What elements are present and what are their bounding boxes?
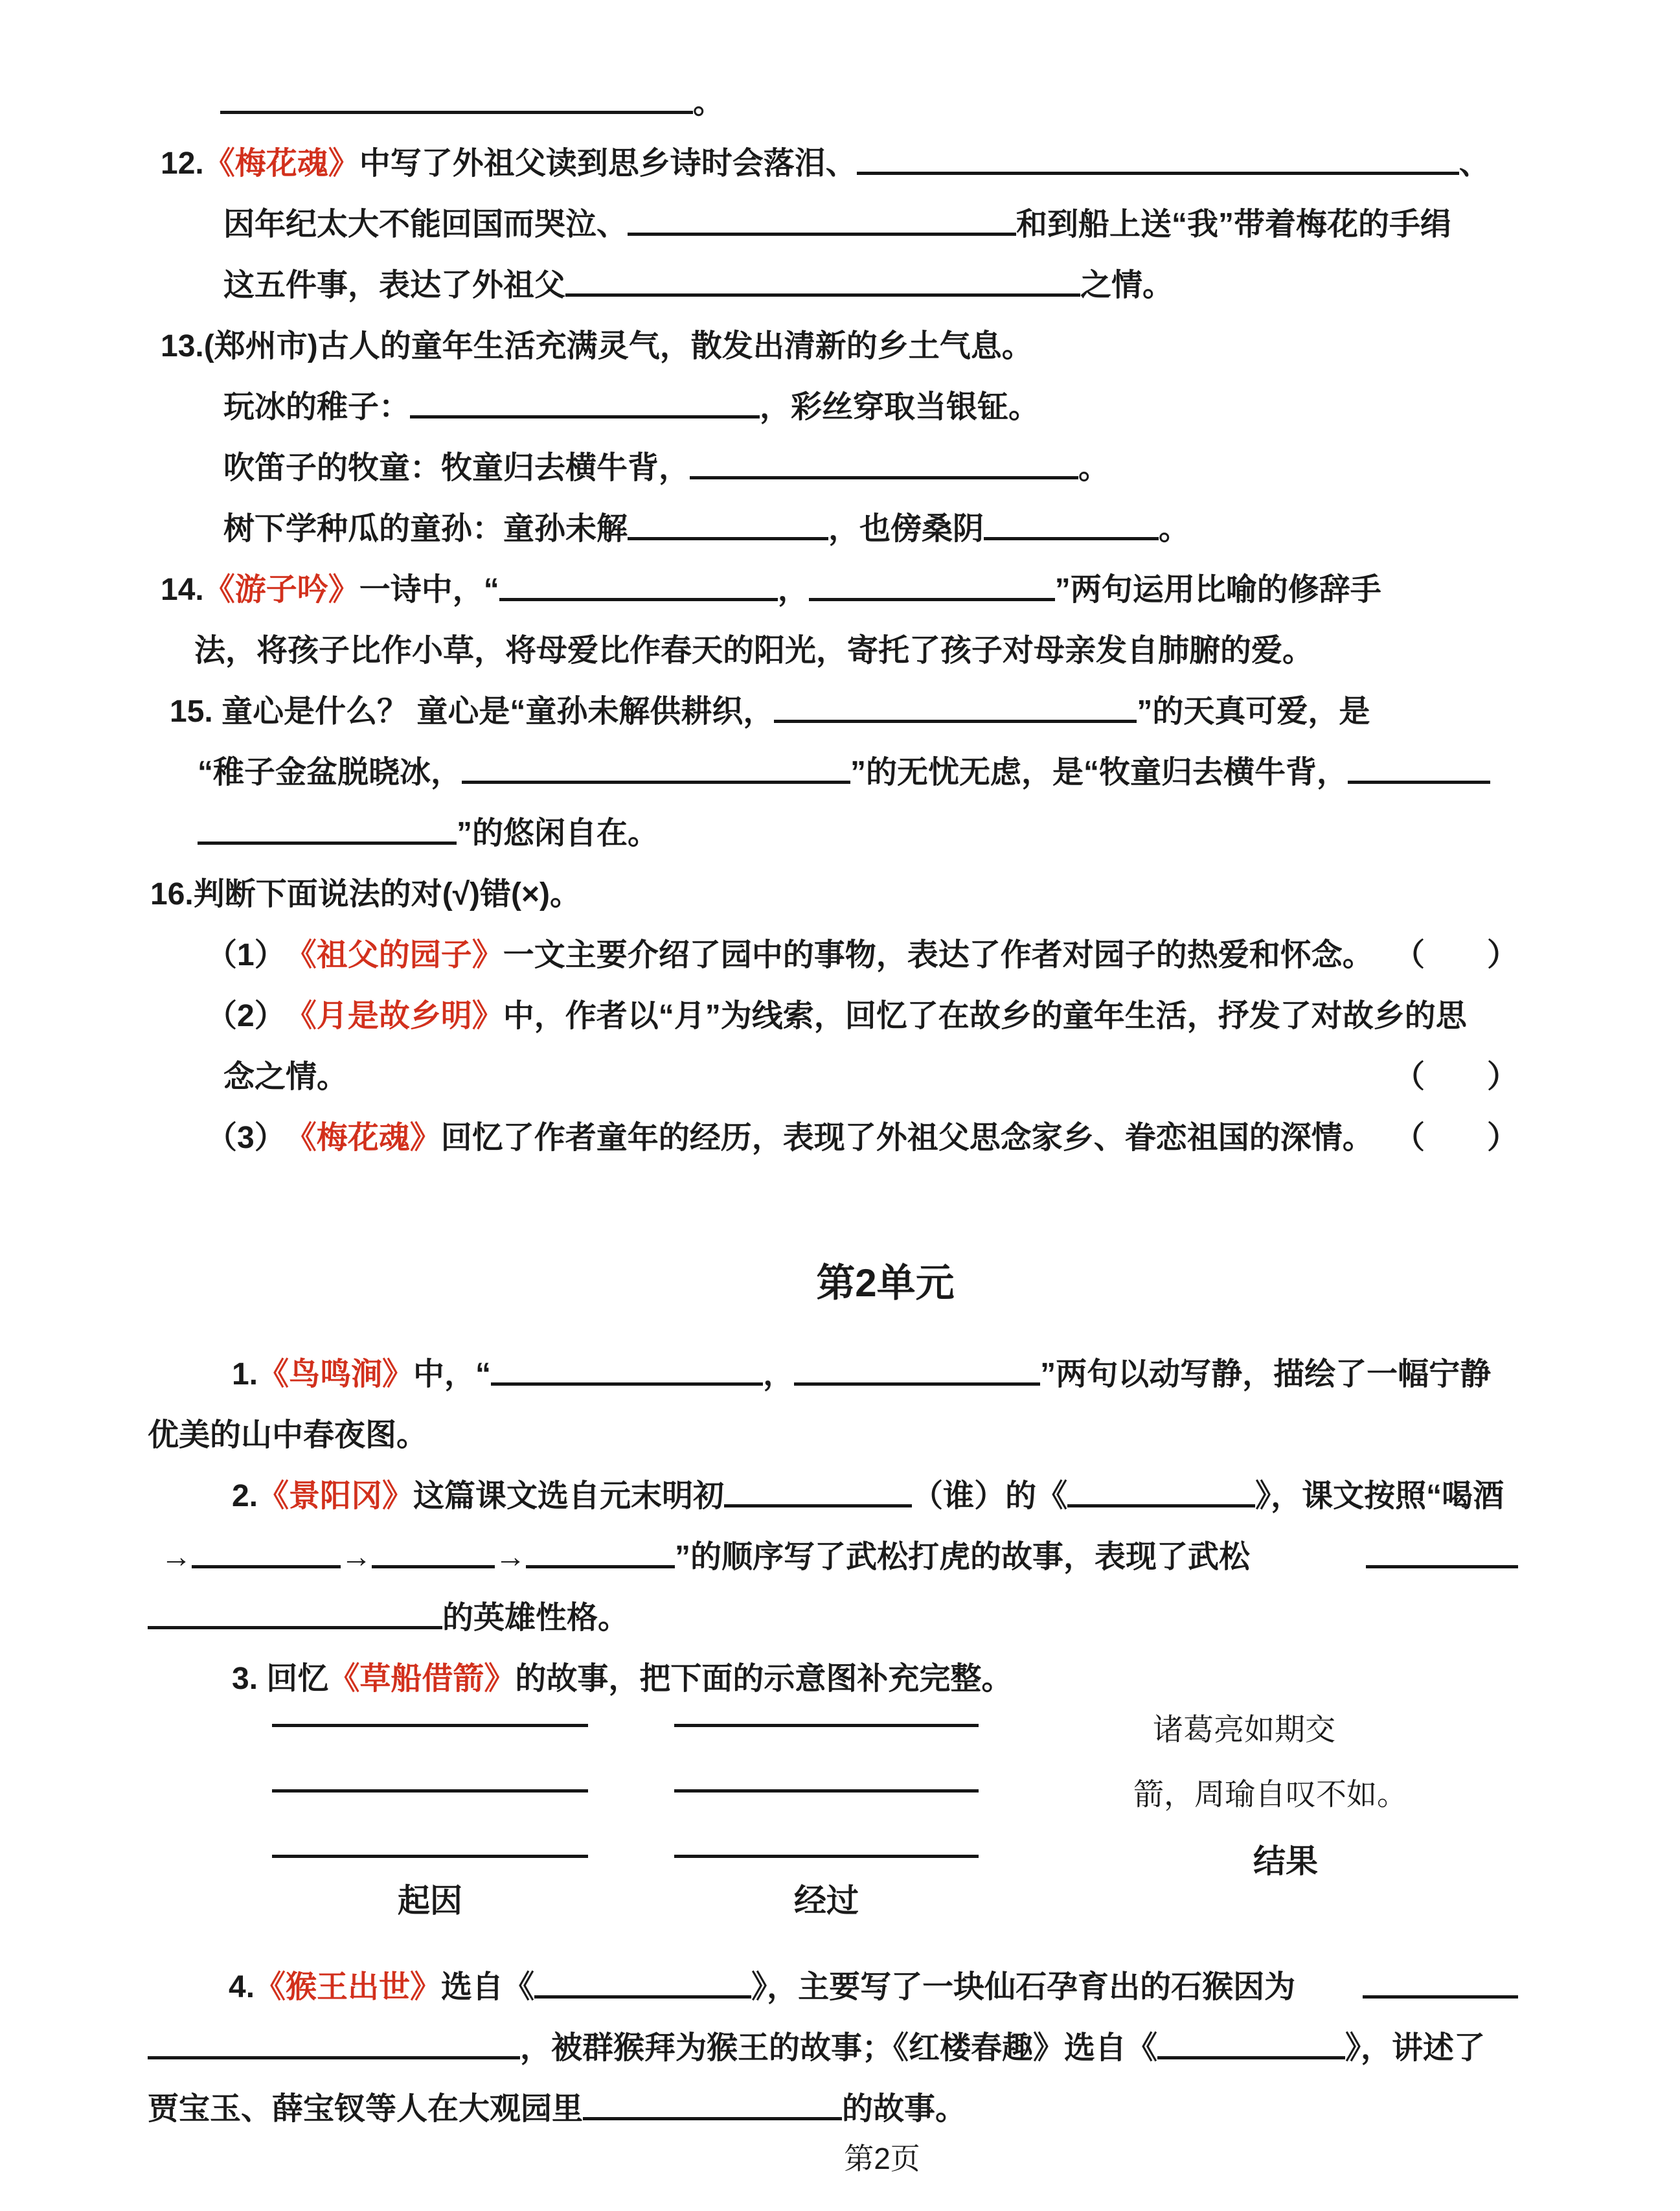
text-run: 12. [161, 146, 204, 181]
answer-blank[interactable] [628, 537, 828, 540]
question-line [0, 60, 1680, 120]
text-run: 》，课文按照“喝酒 [1255, 1479, 1504, 1514]
text-run: → [341, 1540, 372, 1575]
text-run: 16.判断下面说法的对(√)错(×)。 [150, 877, 582, 912]
text-run: 4. [229, 1970, 255, 2005]
answer-blank[interactable] [1348, 781, 1490, 784]
question-line [0, 729, 1680, 790]
text-run: 1. [232, 1357, 258, 1392]
text-run: ”的天真可爱，是 [1137, 694, 1370, 729]
question-line [0, 1392, 1680, 1453]
text-run: 14. [161, 573, 204, 608]
answer-blank[interactable] [1366, 1565, 1518, 1568]
answer-blank[interactable] [272, 1698, 588, 1727]
book-title: 《鸟鸣涧》 [258, 1357, 414, 1392]
text-run: 吹笛子的牧童：牧童归去横牛背， [223, 451, 690, 486]
text-run: 玩冰的稚子： [223, 390, 411, 425]
text-run: 因年纪太大不能回国而哭泣、 [223, 207, 628, 242]
diagram-cause-column [272, 1698, 588, 1921]
book-title: 《草船借箭》 [328, 1662, 516, 1697]
question-line [0, 425, 1680, 486]
question-line [0, 1095, 1680, 1156]
answer-blank[interactable] [192, 1565, 341, 1568]
text-run: ，被群猴拜为猴王的故事；《红楼春趣》选自《 [520, 2031, 1158, 2066]
text-run: 3. 回忆 [232, 1662, 329, 1697]
answer-blank[interactable] [372, 1565, 495, 1568]
text-run: 》，讲述了 [1345, 2031, 1486, 2066]
text-run: （ ） [1393, 1121, 1518, 1156]
text-run: 。 [1078, 451, 1110, 486]
unit2-questions-top [0, 1307, 1680, 1697]
text-run: 。 [693, 86, 725, 120]
text-run: ”的悠闲自在。 [457, 816, 659, 851]
text-run: 回忆了作者童年的经历，表现了外祖父思念家乡、眷恋祖国的深情。 [440, 1121, 1374, 1156]
text-run: 》，主要写了一块仙石孕育出的石猴因为 [751, 1970, 1296, 2005]
text-run: （1） [206, 938, 286, 973]
question-line [0, 2005, 1680, 2066]
text-run: 贾宝玉、薛宝钗等人在大观园里 [148, 2092, 584, 2127]
text-run: 念之情。 [223, 1060, 348, 1095]
book-title: 《游子吟》 [203, 573, 359, 608]
answer-blank[interactable] [628, 233, 1016, 236]
text-run: 的故事。 [842, 2092, 967, 2127]
book-title: 《梅花魂》 [203, 146, 359, 181]
text-run: ”两句以动写静，描绘了一幅宁静 [1040, 1357, 1492, 1392]
text-run: 的故事，把下面的示意图补充完整。 [515, 1662, 1013, 1697]
text-run: 13.(郑州市)古人的童年生活充满灵气，散发出清新的乡土气息。 [161, 329, 1033, 364]
text-run: ，彩丝穿取当银钲。 [760, 390, 1040, 425]
question-line [0, 1331, 1680, 1392]
text-run: 之情。 [1080, 268, 1174, 303]
answer-blank[interactable] [410, 415, 760, 418]
answer-blank[interactable] [674, 1793, 979, 1858]
question-line [0, 242, 1680, 303]
text-run: ， [763, 1357, 795, 1392]
text-run: ”两句运用比喻的修辞手 [1054, 573, 1381, 608]
cause-blanks [272, 1698, 588, 1858]
answer-blank[interactable] [774, 720, 1137, 723]
question-line [0, 851, 1680, 912]
answer-blank[interactable] [491, 1382, 763, 1386]
answer-blank[interactable] [526, 1565, 675, 1568]
text-run: 2. [232, 1479, 258, 1514]
question-line [0, 486, 1680, 547]
text-run: 这五件事，表达了外祖父 [223, 268, 566, 303]
question-line [0, 547, 1680, 608]
text-run: 的英雄性格。 [442, 1601, 630, 1636]
text-run: 法，将孩子比作小草，将母爱比作春天的阳光，寄托了孩子对母亲发自肺腑的爱。 [194, 634, 1314, 669]
page-number: 第2页 [844, 2142, 920, 2175]
answer-blank[interactable] [724, 1504, 912, 1507]
book-title: 《月是故乡明》 [285, 999, 503, 1034]
text-run: “稚子金盆脱晓冰， [198, 755, 462, 790]
process-blanks [674, 1698, 979, 1858]
question-line [0, 1944, 1680, 2005]
diagram-process-label: 经过 [794, 1883, 859, 1919]
text-run: 选自《 [441, 1970, 535, 2005]
text-run: 。 [1159, 512, 1190, 547]
answer-blank[interactable] [272, 1793, 588, 1858]
question-line [0, 2066, 1680, 2127]
text-run: （3） [206, 1121, 286, 1156]
question-line [0, 364, 1680, 425]
question-line [0, 790, 1680, 851]
text-run: ”的顺序写了武松打虎的故事，表现了武松 [675, 1540, 1251, 1575]
diagram-result-label: 结果 [1253, 1843, 1318, 1879]
question-line [0, 1453, 1680, 1514]
text-run: （2） [206, 999, 286, 1034]
question-line [0, 912, 1680, 973]
answer-blank[interactable] [198, 842, 457, 845]
question-line [0, 1034, 1680, 1095]
text-run: 一诗中，“ [359, 573, 499, 608]
answer-blank[interactable] [499, 598, 778, 601]
answer-blank[interactable] [534, 1995, 751, 1999]
answer-blank[interactable] [565, 293, 1080, 297]
answer-blank[interactable] [148, 1626, 442, 1629]
text-run: 15. 童心是什么？ 童心是“童孙未解供耕织， [170, 694, 775, 729]
answer-blank[interactable] [690, 476, 1078, 479]
text-run: → [161, 1540, 192, 1575]
book-title: 《祖父的园子》 [285, 938, 503, 973]
text-run: （ ） [1393, 1060, 1518, 1095]
question-line [0, 1636, 1680, 1697]
text-run: 中写了外祖父读到思乡诗时会落泪、 [359, 146, 857, 181]
text-run: → [495, 1540, 526, 1575]
answer-blank[interactable] [794, 1382, 1040, 1386]
result-note-line: 诸葛亮如期交 [1153, 1713, 1335, 1747]
text-run: 中，作者以“月”为线索，回忆了在故乡的童年生活，抒发了对故乡的思 [503, 999, 1467, 1034]
question-line [0, 181, 1680, 242]
text-run: ， [777, 573, 809, 608]
question-line [0, 973, 1680, 1034]
answer-blank[interactable] [272, 1727, 588, 1793]
answer-blank[interactable] [583, 2117, 842, 2120]
answer-blank[interactable] [1067, 1504, 1255, 1507]
text-run: 和到船上送“我”带着梅花的手绢 [1016, 207, 1452, 242]
text-run: 中，“ [413, 1357, 492, 1392]
diagram-cause-label: 起因 [398, 1883, 462, 1919]
text-run: 、 [1459, 146, 1490, 181]
unit2-questions-bottom [0, 1918, 1680, 2127]
question-line [0, 608, 1680, 669]
answer-blank[interactable] [148, 2056, 520, 2059]
answer-blank[interactable] [984, 537, 1159, 540]
answer-blank[interactable] [462, 781, 850, 784]
book-title: 《景阳冈》 [258, 1479, 414, 1514]
answer-blank[interactable] [674, 1698, 979, 1727]
answer-blank[interactable] [809, 598, 1055, 601]
diagram-result-column [1133, 1698, 1438, 1882]
diagram-process-column [674, 1698, 979, 1921]
text-run: 优美的山中春夜图。 [148, 1418, 428, 1453]
answer-blank[interactable] [857, 172, 1459, 175]
answer-blank[interactable] [1157, 2056, 1345, 2059]
text-run: 树下学种瓜的童孙：童孙未解 [223, 512, 628, 547]
question-line [0, 1575, 1680, 1636]
question-line [0, 669, 1680, 729]
result-note-line: 箭，周瑜自叹不如。 [1133, 1778, 1407, 1812]
answer-blank[interactable] [674, 1727, 979, 1793]
story-flow-diagram [0, 1698, 1680, 1918]
answer-blank[interactable] [1363, 1995, 1518, 1999]
book-title: 《梅花魂》 [285, 1121, 441, 1156]
unit2-header: 第2单元 [816, 1261, 955, 1305]
text-run: 一文主要介绍了园中的事物，表达了作者对园子的热爱和怀念。 [503, 938, 1374, 973]
text-run: 这篇课文选自元末明初 [413, 1479, 725, 1514]
text-run: ，也傍桑阴 [828, 512, 984, 547]
diagram-result-note [1133, 1698, 1438, 1827]
book-title: 《猴王出世》 [255, 1970, 442, 2005]
text-run: （ ） [1393, 938, 1518, 973]
text-run: （谁）的《 [912, 1479, 1068, 1514]
text-run: ”的无忧无虑，是“牧童归去横牛背， [850, 755, 1348, 790]
answer-blank[interactable] [220, 111, 693, 114]
question-line [0, 303, 1680, 364]
question-line [0, 120, 1680, 181]
question-line [0, 1514, 1680, 1575]
